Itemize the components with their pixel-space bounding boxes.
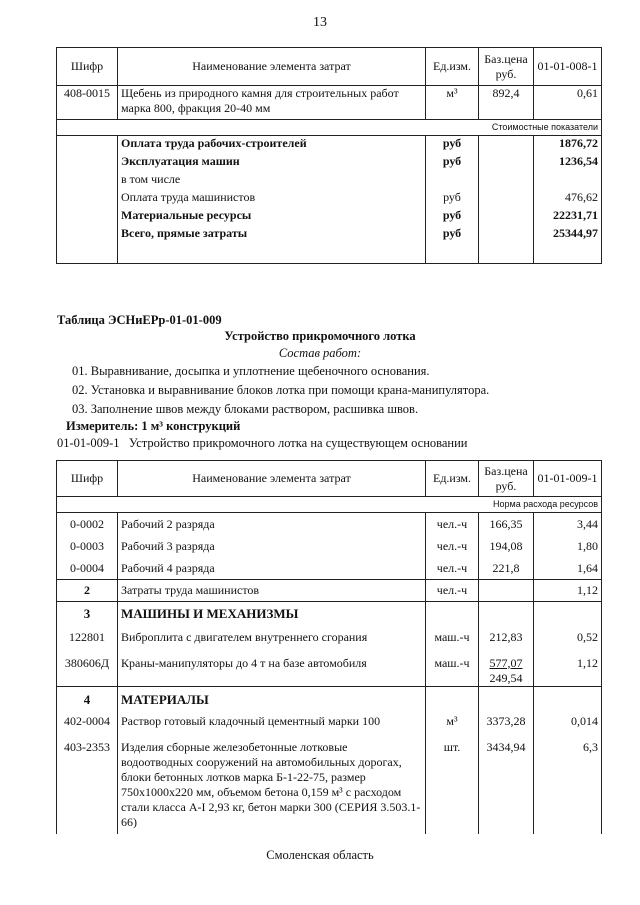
section-row: 4 МАТЕРИАЛЫ [57,686,602,710]
table-title: Таблица ЭСНиЕРр-01-01-009 [57,313,222,327]
cost-table-2 [56,460,602,834]
section-title: Устройство прикромочного лотка [224,329,416,343]
table-row: 0-0004 Рабочий 4 разряда чел.-ч 221,8 1,64 [57,558,602,580]
header-unit: Ед.изм. [426,48,479,86]
header-price: Баз.цена руб. [479,461,534,497]
work-item: 03. Заполнение швов между блоками раствором, расшивка швов. [72,402,419,416]
page-number: 13 [313,15,327,30]
norm-line: 01-01-009-1 Устройство прикромочного лотка на существующем основании [57,436,468,450]
section-row: 3 МАШИНЫ И МЕХАНИЗМЫ [57,602,602,624]
table-row: 122801 Виброплита с двигателем внутреннего сгорания маш.-ч 212,83 0,52 [57,624,602,650]
table-row: 403-2353 Изделия сборные железобетонные лотковые водоотводных сооружений на автомобильных дорогах, блоки бетонных лотков марка Б-1-22-75, размер 750х1000х220 мм, объемом бетона 0,159 м³ с расходом стали класса А-I 2,93 кг, бетон марки 300 (СЕРИЯ 3.503.1-66) шт. 3434,94 6,3 [57,734,602,834]
header-norm: 01-01-009-1 [534,461,602,497]
header-code: Шифр [57,48,118,86]
measure: Измеритель: 1 м³ конструкций [66,419,241,433]
work-item: 02. Установка и выравнивание блоков лотка при помощи крана-манипулятора. [72,383,490,397]
summary-row: Эксплуатация машин руб 1236,54 [57,154,602,172]
header-name: Наименование элемента затрат [118,461,426,497]
cost-table-1 [56,47,602,264]
table-row: 380606Д Краны-манипуляторы до 4 т на базе автомобиля маш.-ч 577,07 249,54 1,12 [57,650,602,687]
table-row: 2 Затраты труда машинистов чел.-ч 1,12 [57,580,602,602]
summary-row: Материальные ресурсы руб 22231,71 [57,208,602,226]
footer: Смоленская область [266,848,374,862]
price-primary: 577,07 [489,655,523,670]
table-row: 408-0015 Щебень из природного камня для строительных работ марка 800, фракция 20-40 мм м³ 892,4 0,61 [57,86,602,120]
summary-row: Всего, прямые затраты руб 25344,97 [57,226,602,244]
section-label: Норма расхода ресурсов [57,497,602,513]
header-name: Наименование элемента затрат [118,48,426,86]
table-row: 402-0004 Раствор готовый кладочный цементный марки 100 м³ 3373,28 0,014 [57,710,602,734]
table-row: 0-0003 Рабочий 3 разряда чел.-ч 194,08 1,80 [57,536,602,558]
section-label: Стоимостные показатели [57,120,602,136]
summary-row: в том числе [57,172,602,190]
summary-row: Оплата труда машинистов руб 476,62 [57,190,602,208]
table-row: 0-0002 Рабочий 2 разряда чел.-ч 166,35 3,44 [57,513,602,536]
works-heading: Состав работ: [278,346,362,360]
price-secondary: 249,54 [489,670,523,685]
header-norm: 01-01-008-1 [534,48,602,86]
work-item: 01. Выравнивание, досыпка и уплотнение щебеночного основания. [72,364,430,378]
header-unit: Ед.изм. [426,461,479,497]
header-code: Шифр [57,461,118,497]
header-price: Баз.цена руб. [479,48,534,86]
summary-row: Оплата труда рабочих-строителей руб 1876,72 [57,136,602,154]
